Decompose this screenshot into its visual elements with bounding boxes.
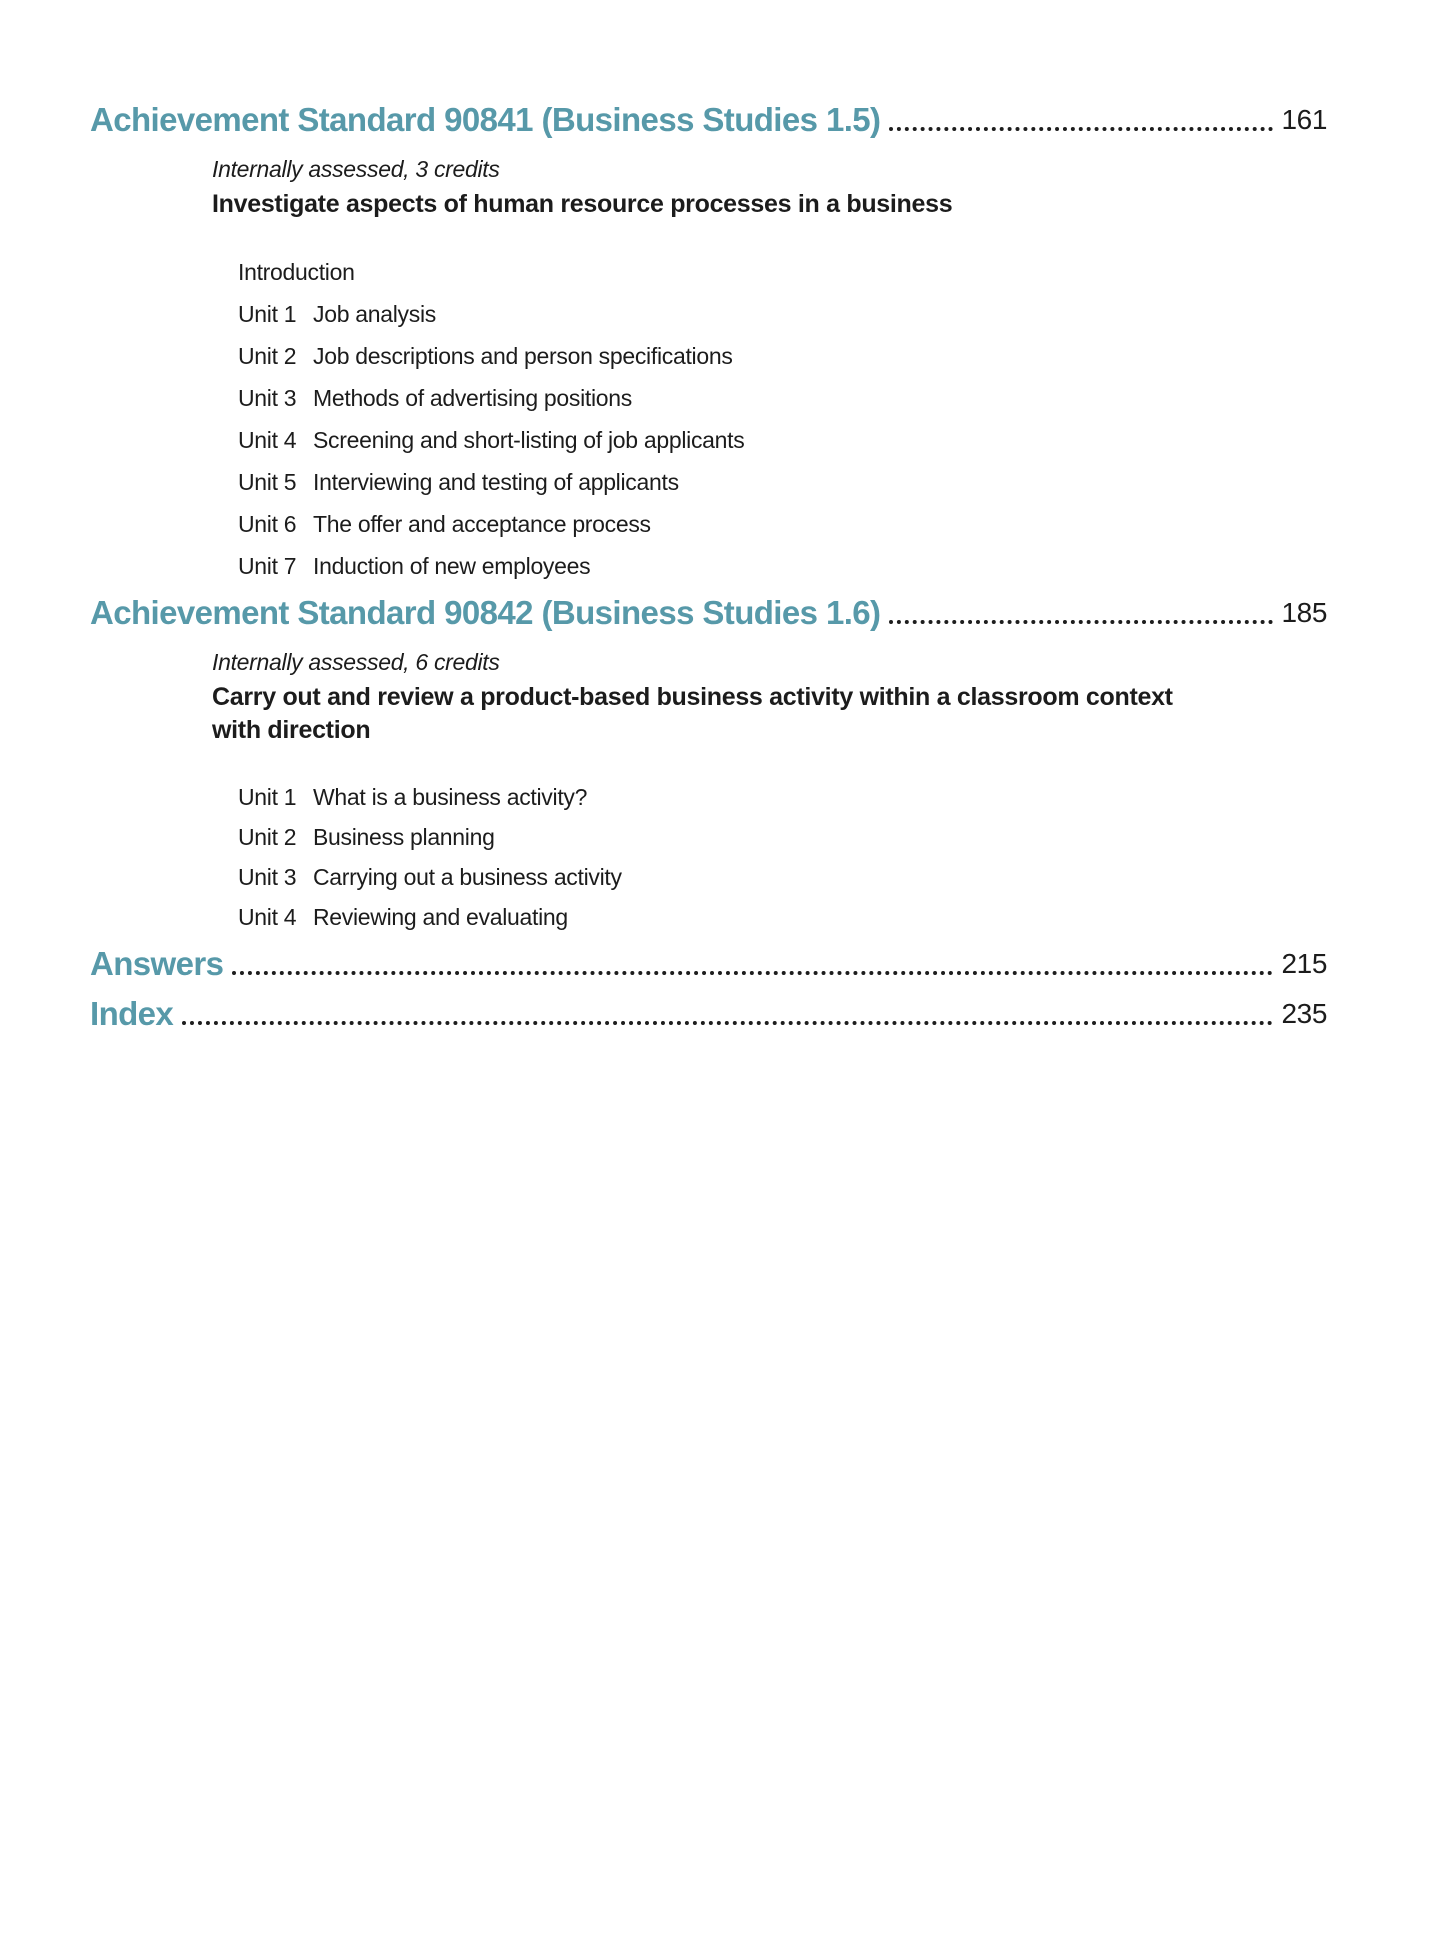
unit-title: Induction of new employees [313, 553, 591, 579]
unit-title: The offer and acceptance process [313, 511, 651, 537]
dotted-leader [889, 620, 1273, 624]
unit-label: Unit 1 [238, 784, 297, 810]
unit-label: Unit 4 [238, 427, 297, 453]
unit-row [238, 419, 1327, 461]
toc-section-90842 [90, 593, 1327, 937]
dotted-leader [889, 127, 1273, 131]
toc-page-number: 215 [1281, 948, 1327, 979]
unit-label: Unit 1 [238, 301, 297, 327]
unit-title: Methods of advertising positions [313, 385, 632, 411]
unit-label: Unit 2 [238, 824, 297, 850]
assessment-note: Internally assessed, 6 credits [212, 649, 500, 675]
unit-row [238, 251, 1327, 293]
standard-description-line: with direction [212, 716, 371, 744]
unit-label: Unit 3 [238, 864, 297, 890]
toc-page-number: 161 [1281, 104, 1327, 135]
unit-row [238, 503, 1327, 545]
toc-section-90841 [90, 100, 1327, 587]
toc-entry-title: Answers [90, 945, 224, 982]
dotted-leader [182, 1021, 1273, 1025]
unit-row [238, 293, 1327, 335]
unit-label: Unit 4 [238, 904, 297, 930]
unit-list [238, 251, 1327, 587]
toc-entry-title: Achievement Standard 90842 (Business Studies 1.6) [90, 594, 881, 631]
standard-description [212, 188, 1327, 221]
unit-row [238, 545, 1327, 587]
toc-entry-title: Achievement Standard 90841 (Business Studies 1.5) [90, 101, 881, 138]
toc-page-number: 185 [1281, 597, 1327, 628]
unit-row [238, 461, 1327, 503]
toc-entry-index [90, 994, 1327, 1034]
unit-row [238, 335, 1327, 377]
unit-title: Screening and short-listing of job applicants [313, 427, 745, 453]
unit-title: Job descriptions and person specifications [313, 343, 733, 369]
unit-label: Unit 5 [238, 469, 297, 495]
unit-label: Introduction [238, 259, 355, 285]
unit-title: Carrying out a business activity [313, 864, 622, 890]
unit-title: Reviewing and evaluating [313, 904, 568, 930]
unit-row [238, 897, 1327, 937]
toc-entry-heading [90, 100, 1327, 140]
unit-row [238, 857, 1327, 897]
unit-list [238, 777, 1327, 937]
unit-label: Unit 3 [238, 385, 297, 411]
unit-title: Interviewing and testing of applicants [313, 469, 679, 495]
unit-row [238, 777, 1327, 817]
toc-entry-answers [90, 944, 1327, 984]
unit-title: What is a business activity? [313, 784, 588, 810]
assessment-note: Internally assessed, 3 credits [212, 156, 500, 182]
unit-row [238, 817, 1327, 857]
unit-row [238, 377, 1327, 419]
unit-title: Business planning [313, 824, 495, 850]
unit-title: Job analysis [313, 301, 436, 327]
standard-description [212, 681, 1327, 747]
unit-label: Unit 2 [238, 343, 297, 369]
standard-description-line: Investigate aspects of human resource processes in a business [212, 190, 953, 218]
unit-label: Unit 7 [238, 553, 297, 579]
standard-description-line: Carry out and review a product-based business activity within a classroom context [212, 683, 1173, 711]
unit-label: Unit 6 [238, 511, 297, 537]
toc-entry-title: Index [90, 995, 174, 1032]
toc-entry-heading [90, 593, 1327, 633]
toc-page-number: 235 [1281, 998, 1327, 1029]
dotted-leader [232, 971, 1273, 975]
